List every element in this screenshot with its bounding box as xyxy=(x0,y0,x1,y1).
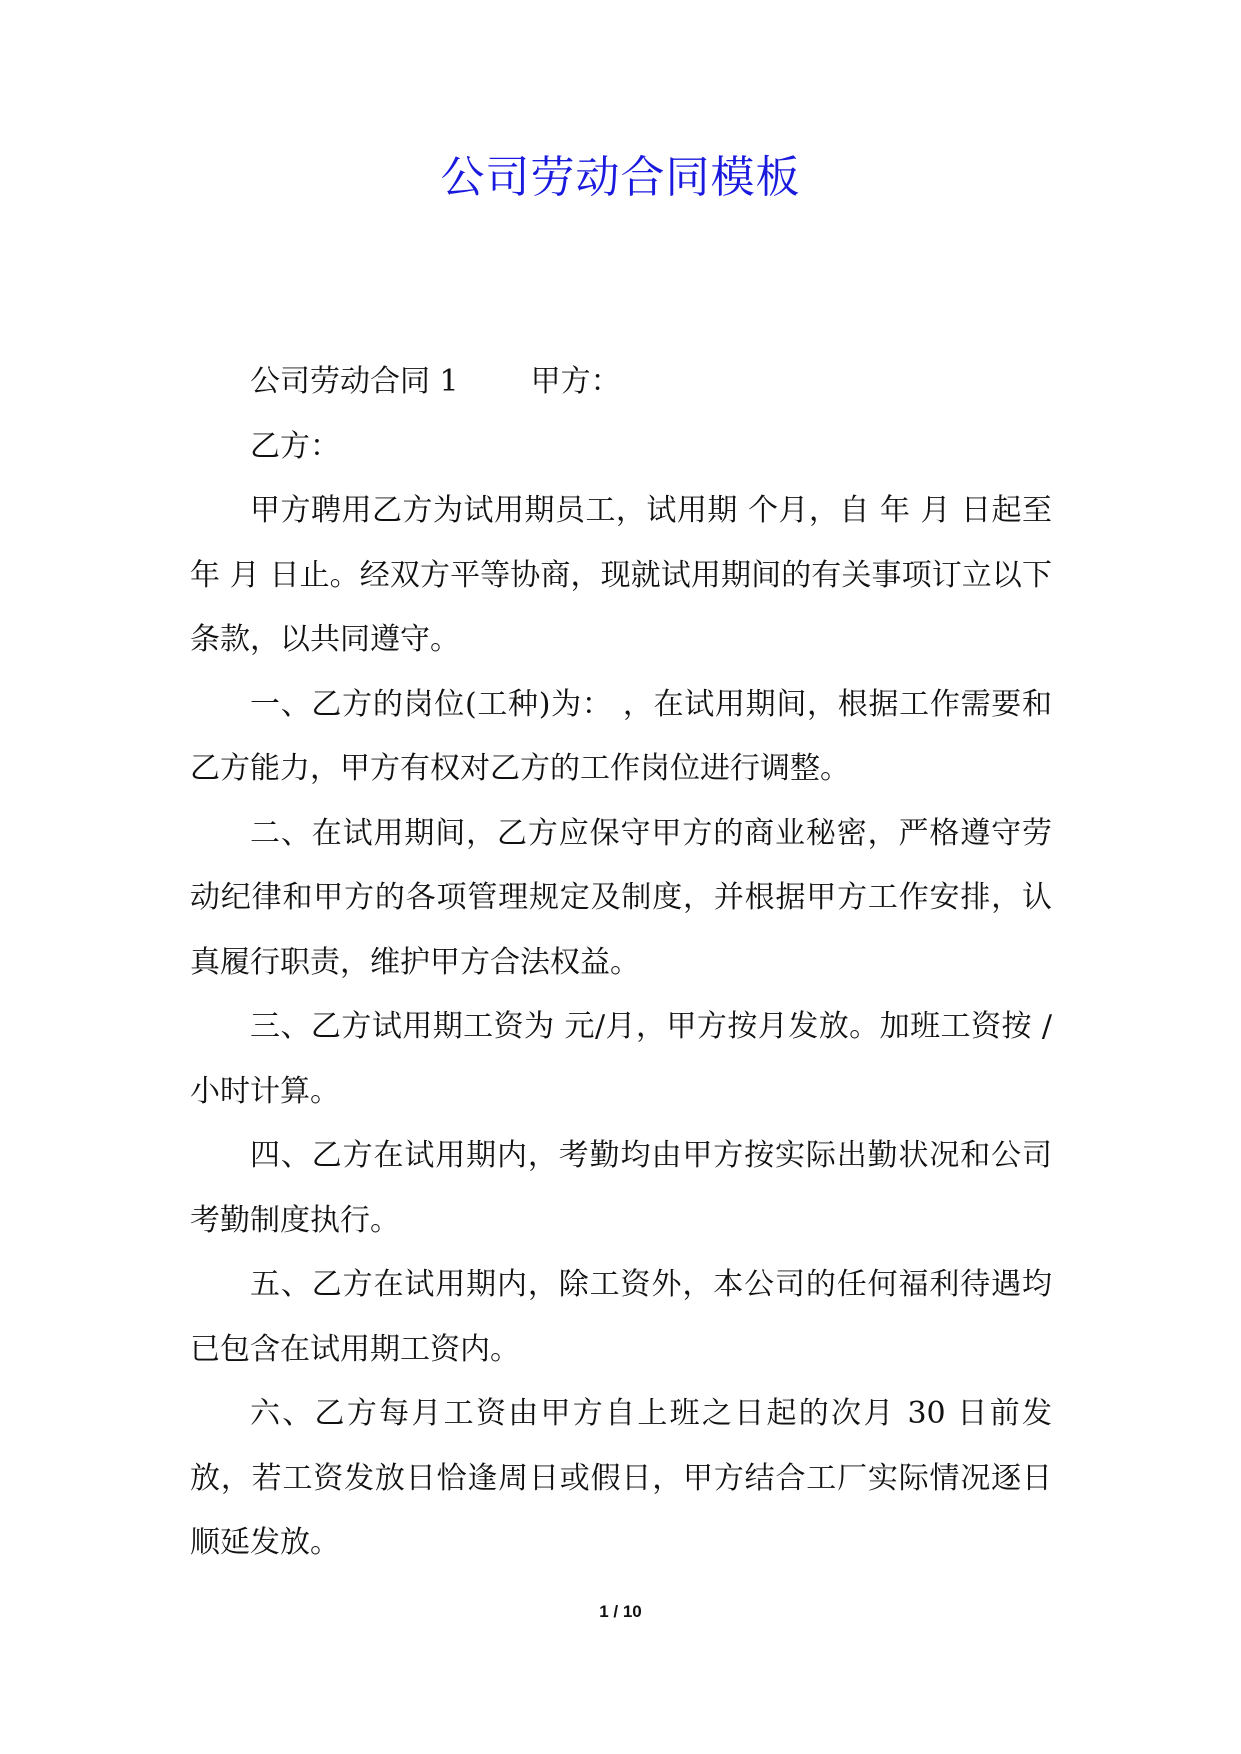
contract-header-line xyxy=(190,350,1052,415)
paragraph-clause-5: 五、乙方在试用期内，除工资外，本公司的任何福利待遇均已包含在试用期工资内。 xyxy=(190,1267,1052,1367)
paragraph-clause-3: 三、乙方试用期工资为 元/月，甲方按月发放。加班工资按 /小时计算。 xyxy=(190,1009,1052,1109)
paragraph-clause-2: 二、在试用期间，乙方应保守甲方的商业秘密，严格遵守劳动纪律和甲方的各项管理规定及制度，并根据甲方工作安排，认真履行职责，维护甲方合法权益。 xyxy=(190,815,1052,980)
party-a-label: 甲方： xyxy=(530,364,621,399)
document-title: 公司劳动合同模板 xyxy=(440,152,801,203)
paragraph-probation-intro: 甲方聘用乙方为试用期员工，试用期 个月，自 年 月 日起至 年 月 日止。经双方平等协商，现就试用期间的有关事项订立以下条款，以共同遵守。 xyxy=(190,493,1052,657)
paragraph-clause-4: 四、乙方在试用期内，考勤均由甲方按实际出勤状况和公司考勤制度执行。 xyxy=(190,1138,1052,1238)
party-b-label: 乙方： xyxy=(250,428,340,464)
document-body xyxy=(190,350,1052,1576)
page-number: 1 / 10 xyxy=(599,1602,642,1621)
paragraph-clause-6: 六、乙方每月工资由甲方自上班之日起的次月 30 日前发放，若工资发放日恰逢周日或假日，甲方结合工厂实际情况逐日顺延发放。 xyxy=(190,1396,1052,1560)
contract-label: 公司劳动合同 1 xyxy=(250,364,459,399)
paragraph-clause-1: 一、乙方的岗位(工种)为： ，在试用期间，根据工作需要和乙方能力，甲方有权对乙方的工作岗位进行调整。 xyxy=(190,686,1052,786)
